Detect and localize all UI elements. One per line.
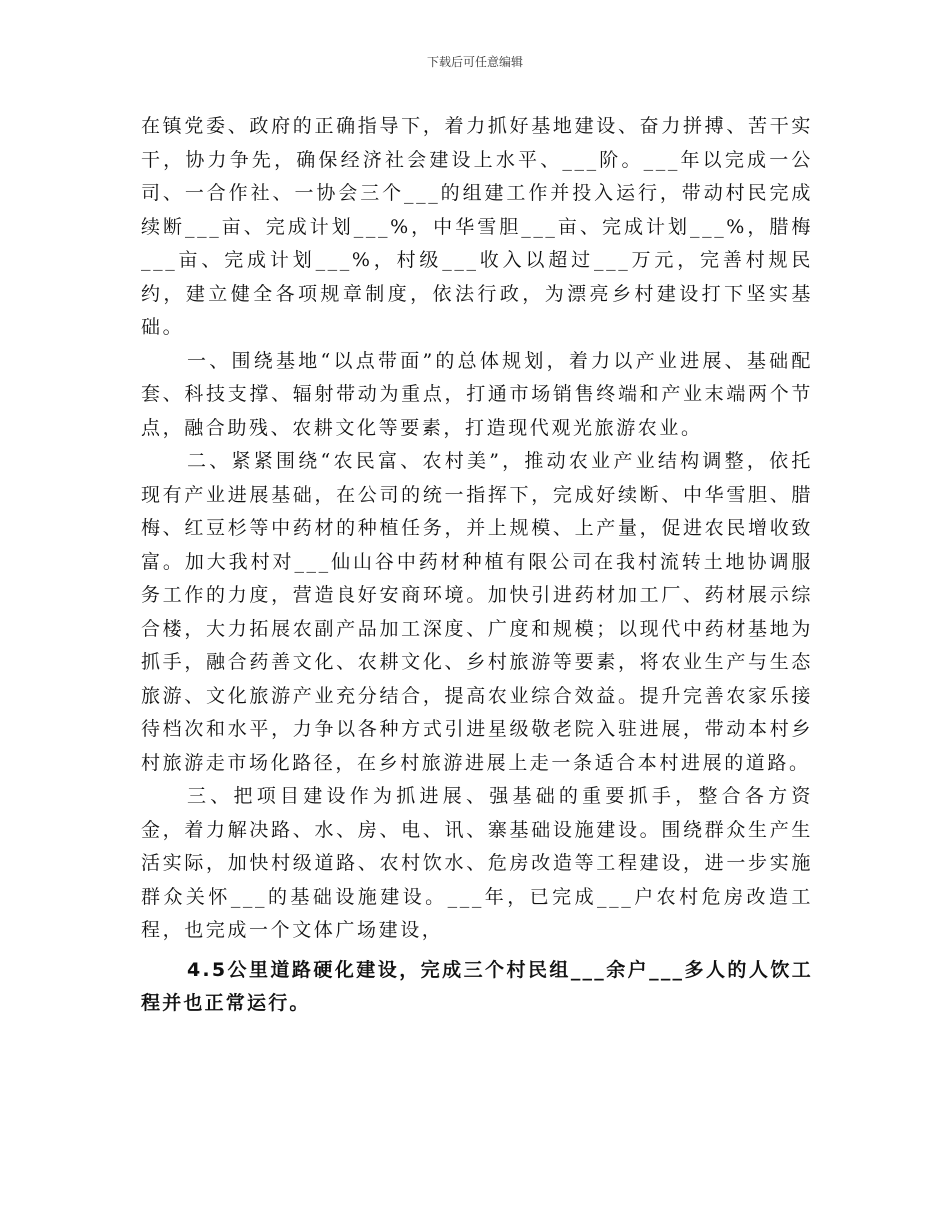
paragraph-section-three: 三、把项目建设作为抓进展、强基础的重要抓手，整合各方资金，着力解决路、水、房、电、讯、寨基础设施建设。围绕群众生产生活实际，加快村级道路、农村饮水、危房改造等工程建设，进一步实施群众关怀___的基础设施建设。___年，已完成___户农村危房改造工程，也完成一个文体广场建设，	[141, 785, 813, 941]
paragraph-road-project: 4.5公里道路硬化建设，完成三个村民组___余户___多人的人饮工程并也正常运行。	[141, 958, 813, 1014]
document-body	[141, 110, 813, 1021]
paragraph-section-one: 一、围绕基地“以点带面”的总体规划，着力以产业进展、基础配套、科技支撑、辐射带动为重点，打通市场销售终端和产业末端两个节点，融合助残、农耕文化等要素，打造现代观光旅游农业。	[141, 349, 813, 439]
page-header: 下载后可任意编辑	[426, 55, 523, 69]
paragraph-intro: 在镇党委、政府的正确指导下，着力抓好基地建设、奋力拼搏、苦干实干，协力争先，确保经济社会建设上水平、___阶。___年以完成一公司、一合作社、一协会三个___的组建工作并投入运行，带动村民完成续断___亩、完成计划___%，中华雪胆___亩、完成计划___%，腊梅___亩、完成计划___%，村级___收入以超过___万元，完善村规民约，建立健全各项规章制度，依法行政，为漂亮乡村建设打下坚实基础。	[141, 115, 813, 338]
paragraph-section-two: 二、紧紧围绕“农民富、农村美”，推动农业产业结构调整，依托现有产业进展基础，在公司的统一指挥下，完成好续断、中华雪胆、腊梅、红豆杉等中药材的种植任务，并上规模、上产量，促进农民增收致富。加大我村对___仙山谷中药材种植有限公司在我村流转土地协调服务工作的力度，营造良好安商环境。加快引进药材加工厂、药材展示综合楼，大力拓展农副产品加工深度、广度和规模；以现代中药材基地为抓手，融合药善文化、农耕文化、乡村旅游等要素，将农业生产与生态旅游、文化旅游产业充分结合，提高农业综合效益。提升完善农家乐接待档次和水平，力争以各种方式引进星级敬老院入驻进展，带动本村乡村旅游走市场化路径，在乡村旅游进展上走一条适合本村进展的道路。	[141, 450, 813, 774]
